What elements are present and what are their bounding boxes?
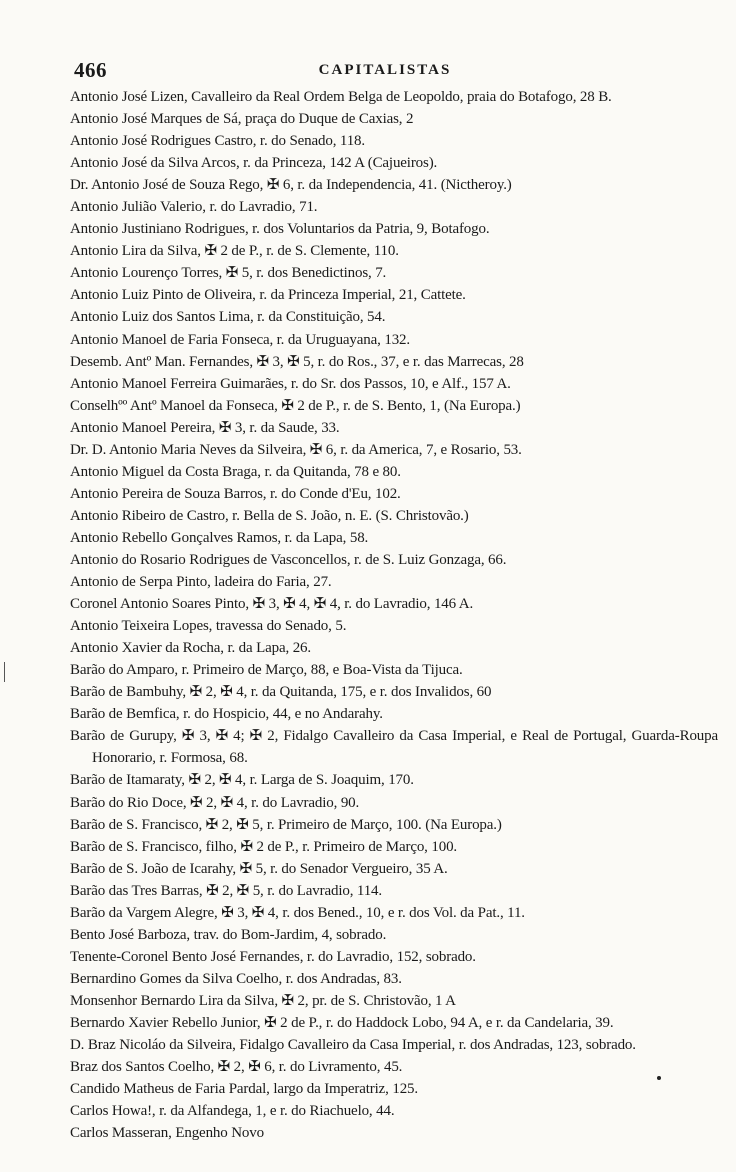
- directory-entry: Bernardino Gomes da Silva Coelho, r. dos Andradas, 83.: [70, 970, 402, 987]
- directory-entry: Dr. Antonio José de Souza Rego, ✠ 6, r. da Independencia, 41. (Nictheroy.): [70, 177, 512, 194]
- directory-entry: Barão de Bemfica, r. do Hospicio, 44, e no Andarahy.: [70, 706, 383, 723]
- directory-entry: Barão de S. João de Icarahy, ✠ 5, r. do Senador Vergueiro, 35 A.: [70, 860, 448, 877]
- directory-entry: Antonio Miguel da Costa Braga, r. da Quitanda, 78 e 80.: [70, 463, 401, 480]
- directory-entry: Antonio Manoel de Faria Fonseca, r. da Uruguayana, 132.: [70, 331, 410, 348]
- directory-entry: Desemb. Antº Man. Fernandes, ✠ 3, ✠ 5, r. do Ros., 37, e r. das Marrecas, 28: [70, 353, 524, 370]
- directory-entry: Antonio Xavier da Rocha, r. da Lapa, 26.: [70, 640, 312, 657]
- directory-entry: Antonio Lira da Silva, ✠ 2 de P., r. de S. Clemente, 110.: [70, 243, 399, 260]
- directory-entry: Monsenhor Bernardo Lira da Silva, ✠ 2, pr. de S. Christovão, 1 A: [70, 992, 456, 1009]
- directory-entry: Barão da Vargem Alegre, ✠ 3, ✠ 4, r. dos Bened., 10, e r. dos Vol. da Pat., 11.: [70, 904, 525, 921]
- directory-entry: Antonio Manoel Pereira, ✠ 3, r. da Saude, 33.: [70, 419, 340, 436]
- ink-dot: [657, 1076, 661, 1080]
- directory-entry: Barão de Bambuhy, ✠ 2, ✠ 4, r. da Quitanda, 175, e r. dos Invalidos, 60: [70, 684, 492, 701]
- directory-entry: Carlos Howa!, r. da Alfandega, 1, e r. do Riachuelo, 44.: [70, 1103, 395, 1120]
- directory-entry: Barão de S. Francisco, filho, ✠ 2 de P., r. Primeiro de Março, 100.: [70, 838, 458, 855]
- directory-entry: Antonio Luiz Pinto de Oliveira, r. da Princeza Imperial, 21, Cattete.: [70, 287, 466, 304]
- margin-mark: [4, 662, 5, 682]
- directory-entry: Antonio Julião Valerio, r. do Lavradio, 71.: [70, 199, 318, 216]
- directory-entry: Antonio José Rodrigues Castro, r. do Senado, 118.: [70, 133, 365, 150]
- directory-entry: Antonio Rebello Gonçalves Ramos, r. da Lapa, 58.: [70, 529, 369, 546]
- directory-entry: Antonio Luiz dos Santos Lima, r. da Constituição, 54.: [70, 309, 386, 326]
- directory-entry: Antonio do Rosario Rodrigues de Vasconcellos, r. de S. Luiz Gonzaga, 66.: [70, 551, 507, 568]
- directory-entry: Bernardo Xavier Rebello Junior, ✠ 2 de P., r. do Haddock Lobo, 94 A, e r. da Candelaria, 39.: [70, 1014, 614, 1031]
- directory-entry: Tenente-Coronel Bento José Fernandes, r. do Lavradio, 152, sobrado.: [70, 948, 476, 965]
- directory-entry: Antonio Pereira de Souza Barros, r. do Conde d'Eu, 102.: [70, 485, 401, 502]
- directory-entry: Antonio José Marques de Sá, praça do Duque de Caxias, 2: [70, 111, 414, 128]
- directory-entry: Barão de S. Francisco, ✠ 2, ✠ 5, r. Primeiro de Março, 100. (Na Europa.): [70, 816, 502, 833]
- directory-entry: Antonio de Serpa Pinto, ladeira do Faria, 27.: [70, 574, 332, 591]
- directory-entry: Barão do Amparo, r. Primeiro de Março, 88, e Boa-Vista da Tijuca.: [70, 662, 463, 679]
- directory-entry: Barão de Itamaraty, ✠ 2, ✠ 4, r. Larga de S. Joaquim, 170.: [70, 772, 414, 789]
- directory-entry: D. Braz Nicoláo da Silveira, Fidalgo Cavalleiro da Casa Imperial, r. dos Andradas, 123, sobrado.: [70, 1037, 636, 1054]
- directory-entry: Barão do Rio Doce, ✠ 2, ✠ 4, r. do Lavradio, 90.: [70, 794, 360, 811]
- directory-entries: [70, 86, 718, 1144]
- directory-entry: Dr. D. Antonio Maria Neves da Silveira, ✠ 6, r. da America, 7, e Rosario, 53.: [70, 441, 522, 458]
- page-number: 466: [74, 58, 107, 82]
- running-head: CAPITALISTAS: [318, 62, 452, 78]
- directory-entry: Antonio Manoel Ferreira Guimarães, r. do Sr. dos Passos, 10, e Alf., 157 A.: [70, 375, 511, 392]
- directory-entry: Coronel Antonio Soares Pinto, ✠ 3, ✠ 4, ✠ 4, r. do Lavradio, 146 A.: [70, 596, 474, 613]
- directory-entry: Antonio José Lizen, Cavalleiro da Real Ordem Belga de Leopoldo, praia do Botafogo, 28 B.: [70, 89, 612, 105]
- directory-entry: Antonio Ribeiro de Castro, r. Bella de S. João, n. E. (S. Christovão.): [70, 507, 469, 524]
- directory-entry: Conselhºº Antº Manoel da Fonseca, ✠ 2 de P., r. de S. Bento, 1, (Na Europa.): [70, 397, 521, 414]
- directory-entry: Bento José Barboza, trav. do Bom-Jardim, 4, sobrado.: [70, 926, 387, 943]
- directory-entry: Antonio José da Silva Arcos, r. da Princeza, 142 A (Cajueiros).: [70, 155, 438, 172]
- directory-entry: Braz dos Santos Coelho, ✠ 2, ✠ 6, r. do Livramento, 45.: [70, 1059, 403, 1076]
- directory-entry: Antonio Justiniano Rodrigues, r. dos Voluntarios da Patria, 9, Botafogo.: [70, 221, 490, 238]
- directory-entry: Candido Matheus de Faria Pardal, largo da Imperatriz, 125.: [70, 1081, 419, 1098]
- directory-entry: Antonio Teixeira Lopes, travessa do Senado, 5.: [70, 618, 347, 635]
- directory-entry: Antonio Lourenço Torres, ✠ 5, r. dos Benedictinos, 7.: [70, 265, 387, 282]
- directory-entry: Carlos Masseran, Engenho Novo: [70, 1125, 264, 1142]
- directory-entry: Barão de Gurupy, ✠ 3, ✠ 4; ✠ 2, Fidalgo Cavalleiro da Casa Imperial, e Real de Portugal, Guarda-Roupa Honorario, r. Formosa, 68.: [70, 728, 718, 767]
- page-header: [74, 58, 696, 80]
- directory-entry: Barão das Tres Barras, ✠ 2, ✠ 5, r. do Lavradio, 114.: [70, 882, 383, 899]
